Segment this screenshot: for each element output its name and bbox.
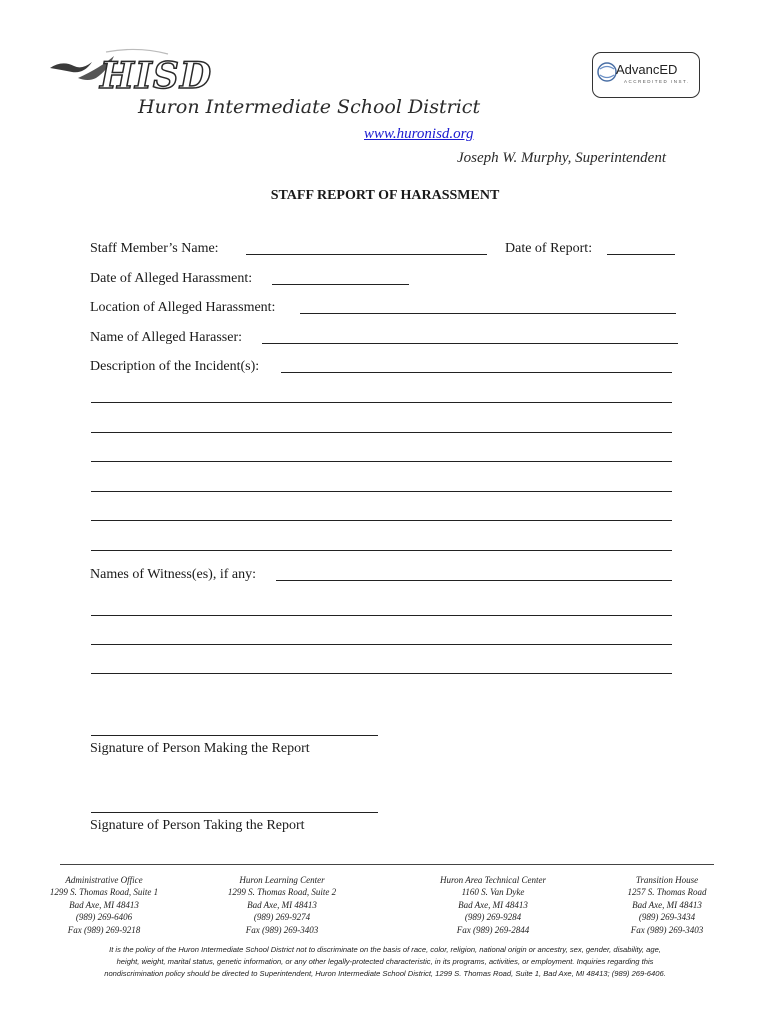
- staff-name-label: Staff Member’s Name:: [90, 241, 219, 256]
- office-name: Huron Area Technical Center: [439, 875, 547, 885]
- superintendent-name: Joseph W. Murphy, Superintendent: [457, 150, 666, 166]
- signature-taking-label: Signature of Person Taking the Report: [90, 818, 305, 833]
- witnesses-label: Names of Witness(es), if any:: [90, 567, 256, 582]
- advanced-logo-subtext: ACCREDITED INST.: [624, 79, 690, 84]
- disclaimer-line: nondiscrimination policy should be directed to Superintendent, Huron Intermediate School District, 1299 S. Thomas Road, Suite 1, Bad Axe, MI 48413; (989) 269-6406.: [104, 969, 666, 978]
- date-of-report-field[interactable]: [607, 254, 675, 255]
- office-phone: (989) 269-9284: [464, 912, 522, 923]
- nondiscrimination-disclaimer: [62, 944, 708, 980]
- office-name: Huron Learning Center: [239, 875, 325, 885]
- hisd-logo-text: HISD: [100, 55, 213, 97]
- description-line[interactable]: [91, 520, 672, 521]
- witnesses-line[interactable]: [91, 673, 672, 674]
- footer-divider: [60, 864, 714, 865]
- witnesses-line[interactable]: [91, 615, 672, 616]
- office-administrative: [19, 874, 189, 936]
- office-name: Transition House: [635, 875, 699, 885]
- witnesses-field[interactable]: [276, 580, 672, 581]
- office-learning-center: [197, 874, 367, 936]
- signature-making-field[interactable]: [91, 735, 378, 736]
- staff-name-field[interactable]: [246, 254, 487, 255]
- signature-taking-field[interactable]: [91, 812, 378, 813]
- location-label: Location of Alleged Harassment:: [90, 300, 276, 315]
- office-address-line: 1299 S. Thomas Road, Suite 1: [49, 887, 159, 898]
- date-of-report-label: Date of Report:: [505, 241, 593, 256]
- office-name: Administrative Office: [65, 875, 143, 885]
- office-fax: Fax (989) 269-2844: [456, 924, 530, 935]
- office-fax: Fax (989) 269-3403: [630, 924, 704, 935]
- harasser-field[interactable]: [262, 343, 678, 344]
- office-address-line: Bad Axe, MI 48413: [632, 899, 702, 910]
- website-link[interactable]: www.huronisd.org: [364, 126, 474, 142]
- office-fax: Fax (989) 269-3403: [245, 924, 319, 935]
- office-address-line: Bad Axe, MI 48413: [458, 899, 528, 910]
- description-line[interactable]: [91, 491, 672, 492]
- office-technical-center: [408, 874, 578, 936]
- office-fax: Fax (989) 269-9218: [67, 924, 141, 935]
- form-title: STAFF REPORT OF HARASSMENT: [270, 188, 500, 203]
- date-alleged-field[interactable]: [272, 284, 409, 285]
- advanced-globe-icon: [597, 60, 617, 84]
- description-line[interactable]: [91, 550, 672, 551]
- witnesses-line[interactable]: [91, 644, 672, 645]
- location-field[interactable]: [300, 313, 676, 314]
- office-address-line: 1257 S. Thomas Road: [627, 887, 707, 898]
- office-address-line: Bad Axe, MI 48413: [69, 899, 139, 910]
- office-phone: (989) 269-3434: [638, 912, 696, 923]
- office-transition-house: [582, 874, 752, 936]
- description-label: Description of the Incident(s):: [90, 359, 260, 374]
- date-alleged-label: Date of Alleged Harassment:: [90, 271, 253, 286]
- office-address-line: Bad Axe, MI 48413: [247, 899, 317, 910]
- description-line[interactable]: [91, 432, 672, 433]
- office-phone: (989) 269-6406: [75, 912, 133, 923]
- disclaimer-line: It is the policy of the Huron Intermediate School District not to discriminate on the basis of race, color, religion, national origin or ancestry, sex, gender, disability, age,: [109, 945, 661, 954]
- disclaimer-line: height, weight, marital status, genetic information, or any other legally-protected characteristic, in its programs, activities, or employment. Inquiries regarding this: [116, 957, 654, 966]
- description-line[interactable]: [91, 402, 672, 403]
- office-address-line: 1299 S. Thomas Road, Suite 2: [227, 887, 337, 898]
- office-address-line: 1160 S. Van Dyke: [461, 887, 525, 898]
- harasser-label: Name of Alleged Harasser:: [90, 330, 242, 345]
- office-phone: (989) 269-9274: [253, 912, 311, 923]
- description-line[interactable]: [91, 461, 672, 462]
- signature-making-label: Signature of Person Making the Report: [90, 741, 310, 756]
- advanced-logo-text: AdvancED: [616, 62, 678, 77]
- district-name: Huron Intermediate School District: [138, 96, 481, 118]
- description-field[interactable]: [281, 372, 672, 373]
